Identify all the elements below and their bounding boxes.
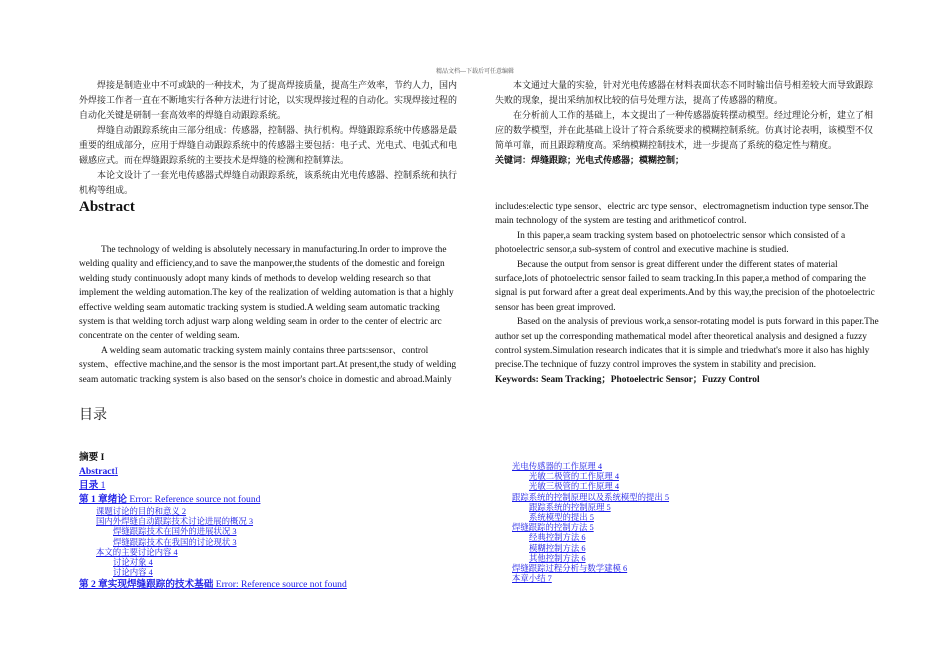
- paragraph: includes:electic type sensor、electric arc type sensor、electromagnetism induction type sensor.The main technology of the system are testing and arithmeticof control.: [495, 202, 869, 227]
- toc-link[interactable]: 第 1 章绪论 Error: Reference source not found: [79, 494, 261, 505]
- paragraph: 在分析前人工作的基础上，本文提出了一种传感器旋转摆动模型。经过理论分析，建立了相应的数学模型，并在此基础上设计了符合系统要求的模糊控制系统。仿真讨论表明，该模型不仅简单可靠，而且跟踪精度高。采纳模糊控制技术，进一步提高了系统的稳定性与精度。: [495, 111, 874, 151]
- paragraph: Because the output from sensor is great different under the different states of material surface,lots of photoelectric sensor failed to seam tracking.In this paper,a method of comparing the signal is put forward after a great deal experiments.And by this way,the precision of the photoelectric sensor has been great improved.: [495, 259, 875, 313]
- english-abstract-right: [495, 200, 881, 387]
- toc-link[interactable]: 讨论内容 4: [113, 568, 153, 578]
- paragraph: 焊缝自动跟踪系统由三部分组成：传感器，控制器、执行机构。焊缝跟踪系统中传感器是最重要的组成部分，应用于焊缝自动跟踪系统中的传感器主要包括：电子式、光电式、电弧式和电磁感应式。而在焊缝跟踪系统的主要技术是焊缝的检测和控制算法。: [79, 126, 458, 166]
- toc-link[interactable]: AbstractI: [79, 466, 118, 477]
- english-keywords: Keywords: Seam Tracking；Photoelectric Sensor；Fuzzy Control: [495, 374, 760, 385]
- page-header: 精品文档---下载后可任意编辑: [435, 68, 515, 75]
- paragraph: In this paper,a seam tracking system based on photoelectric sensor which consisted of a photoelectric sensor,a sub-system of control and executive machine is studied.: [495, 230, 846, 256]
- toc-entry-abstract-cn: 摘要 I: [79, 452, 105, 463]
- toc-link[interactable]: 焊缝跟踪过程分析与数学建模 6: [512, 564, 628, 574]
- toc-right: [495, 462, 875, 584]
- paragraph: A welding seam automatic tracking system mainly contains three parts:sensor、control system、effective machine,and the sensor is the most important part.At present,the study of welding seam automatic tracking system is also based on the sensor's choice in domestic and abroad.Mainly: [79, 345, 457, 385]
- toc-link[interactable]: 光敏二极管的工作原理 4: [529, 472, 620, 482]
- toc-link[interactable]: 跟踪系统的控制原理以及系统模型的提出 5: [512, 492, 670, 502]
- toc-link[interactable]: 国内外焊缝自动跟踪技术讨论进展的概况 3: [96, 517, 254, 527]
- toc-link[interactable]: 本文的主要讨论内容 4: [96, 547, 178, 557]
- toc-link[interactable]: 本章小结 7: [512, 574, 552, 584]
- toc-link[interactable]: 焊缝跟踪的控制方法 5: [512, 523, 594, 533]
- toc-link[interactable]: 目录 1: [79, 480, 106, 491]
- toc-link[interactable]: 系统模型的提出 5: [529, 513, 594, 523]
- paragraph: 本论文设计了一套光电传感器式焊缝自动跟踪系统，该系统由光电传感器、控制系统和执行机构等组成。: [79, 171, 458, 196]
- toc-link[interactable]: 光敏三极管的工作原理 4: [529, 482, 620, 492]
- toc-heading: 目录: [79, 407, 107, 423]
- chinese-keywords: 关键词：焊缝跟踪；光电式传感器；模糊控制；: [495, 156, 685, 166]
- paragraph: 本文通过大量的实验，针对光电传感器在材料表面状态不同时输出信号相差较大而导致跟踪失败的现象，提出采纳加权比较的信号处理方法，提高了传感器的精度。: [495, 81, 874, 106]
- toc-link[interactable]: 讨论对象 4: [113, 558, 153, 568]
- toc-link[interactable]: 焊缝跟踪技术在我国的讨论现状 3: [113, 537, 237, 547]
- abstract-heading: Abstract: [79, 199, 135, 215]
- chinese-abstract-left: [79, 79, 463, 199]
- toc-link[interactable]: 其他控制方法 6: [529, 553, 586, 563]
- toc-left: [79, 451, 479, 592]
- paragraph: The technology of welding is absolutely necessary in manufacturing.In order to improve the welding quality and efficiency,and to save the manpower,the students of the domestic and foreign welding study continuously adopt many kinds of methods to develop welding research so that implement the welding automation.The key of the realization of welding automation is that a highly effective welding seam automatic tracking system is studied.A welding seam automatic tracking system is that welding torch adjust warp along welding seam in order to the center of electric arc concentrate on the center of welding seam.: [79, 245, 454, 342]
- paragraph: 焊接是制造业中不可或缺的一种技术，为了提高焊接质量，提高生产效率，节约人力，国内外焊接工作者一直在不断地实行各种方法进行讨论，以实现焊接过程的自动化。实现焊接过程的自动化关键是研制一套高效率的焊缝自动跟踪系统。: [79, 81, 458, 121]
- paragraph: Based on the analysis of previous work,a sensor-rotating model is puts forward in this paper.The author set up the corresponding mathematical model after theoretical analysis and designed a fuzzy control system.Simulation research indicates that it is simple and triedwhat's more it also has highly precise.The technique of fuzzy control improves the system in stability and precision.: [495, 317, 879, 371]
- toc-link[interactable]: 第 2 章实现焊缝跟踪的技术基础 Error: Reference source not found: [79, 579, 347, 591]
- english-abstract-left: [79, 243, 465, 387]
- toc-link[interactable]: 光电传感器的工作原理 4: [512, 462, 603, 471]
- toc-link[interactable]: 经典控制方法 6: [529, 533, 586, 543]
- toc-link[interactable]: 模糊控制方法 6: [529, 543, 586, 553]
- toc-link[interactable]: 焊缝跟踪技术在国外的进展状况 3: [113, 527, 237, 537]
- toc-link[interactable]: 跟踪系统的控制原理 5: [529, 502, 611, 512]
- chinese-abstract-right: [495, 79, 879, 169]
- toc-link[interactable]: 课题讨论的目的和意义 2: [96, 507, 187, 516]
